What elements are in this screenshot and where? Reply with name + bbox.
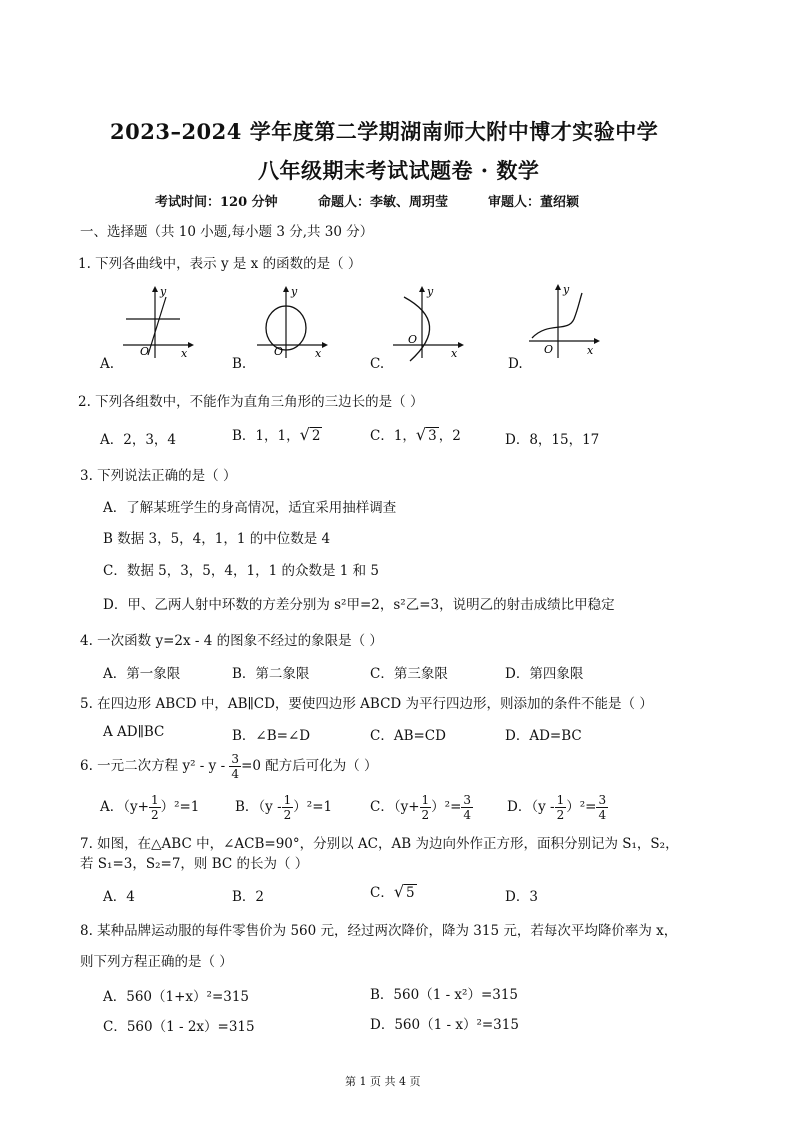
q6-stem-fraction: [229, 752, 241, 781]
q7-option-d: D．3: [505, 889, 538, 905]
title-line-1: 2023–2024 学年度第二学期湖南师大附中博才实验中学: [110, 119, 659, 144]
axis-x-label: x: [587, 344, 594, 357]
denominator: 4: [231, 767, 240, 781]
q2-option-d: D．8，15，17: [505, 432, 600, 448]
q1-label-b: B.: [232, 356, 247, 372]
q2-option-c-tail: ，2: [438, 428, 461, 444]
q6-option-d-text: D．（y -: [507, 799, 555, 815]
numerator: 1: [556, 793, 565, 807]
axis-x-label: x: [315, 347, 322, 360]
q5-option-d: D．AD=BC: [505, 728, 582, 744]
q7-option-b: B．2: [232, 889, 265, 905]
q2-option-c-text: C．1，: [370, 428, 416, 444]
question-3-stem: 3. 下列说法正确的是（ ）: [80, 468, 237, 484]
q2-option-c: [370, 424, 461, 444]
numerator: 1: [283, 793, 292, 807]
origin-label: O: [140, 345, 150, 358]
denominator: 2: [283, 808, 292, 822]
axis-x-label: x: [181, 347, 188, 360]
numerator: 3: [231, 752, 240, 766]
q5-option-b: B．∠B=∠D: [232, 728, 311, 744]
numerator: 1: [421, 793, 430, 807]
question-6-stem: [80, 752, 378, 781]
q6-option-d: [507, 793, 608, 822]
exam-time: 考试时间：120 分钟: [155, 195, 278, 210]
fraction-half: [282, 793, 294, 822]
question-4-stem: 4. 一次函数 y=2x - 4 的图象不经过的象限是（ ）: [80, 633, 383, 649]
q6-option-d-mid: ）²=: [566, 799, 597, 815]
q5-option-c: C．AB=CD: [370, 728, 446, 744]
fraction-three-quarters: [461, 793, 473, 822]
question-7-line-2: 若 S₁=3，S₂=7，则 BC 的长为（ ）: [80, 856, 309, 872]
denominator: 4: [463, 808, 472, 822]
question-5-stem: 5. 在四边形 ABCD 中，AB∥CD，要使四边形 ABCD 为平行四边形，则添加的条件不能是（ ）: [80, 696, 653, 712]
q4-option-b: B．第二象限: [232, 666, 310, 682]
axis-y-label: y: [291, 285, 298, 298]
q1-graph-a: [118, 283, 198, 363]
origin-label: O: [274, 345, 284, 358]
q1-label-d: D.: [508, 356, 523, 372]
q8-option-a: A．560（1+x）²=315: [103, 989, 250, 1005]
axis-y-label: y: [160, 285, 167, 298]
denominator: 2: [150, 808, 159, 822]
q3-option-a: A．了解某班学生的身高情况，适宜采用抽样调查: [103, 500, 397, 516]
axis-x-label: x: [451, 347, 458, 360]
q6-stem-tail: =0 配方后可化为（ ）: [241, 758, 378, 774]
q3-option-d: D．甲、乙两人射中环数的方差分别为 s²甲=2，s²乙=3，说明乙的射击成绩比甲稳定: [103, 597, 615, 613]
q6-option-b-tail: ）²=1: [293, 799, 333, 815]
q6-option-a-tail: ）²=1: [160, 799, 200, 815]
q7-option-a: A．4: [103, 889, 135, 905]
q6-option-a: [100, 793, 199, 822]
radical-sign: √: [393, 882, 405, 901]
q1-graph-d: [524, 283, 604, 363]
q6-option-c-text: C．（y+: [370, 799, 420, 815]
origin-label: O: [408, 333, 418, 346]
q6-option-c-mid: ）²=: [431, 799, 462, 815]
page-footer: 第 1 页 共 4 页: [345, 1075, 421, 1088]
fraction-three-quarters: [596, 793, 608, 822]
q6-option-c: [370, 793, 473, 822]
origin-label: O: [544, 343, 554, 356]
q1-graph-b: [252, 283, 332, 363]
q1-label-c: C.: [370, 356, 385, 372]
q8-option-b: B．560（1 - x²）=315: [370, 987, 519, 1003]
question-1-stem: 1. 下列各曲线中，表示 y 是 x 的函数的是（ ）: [78, 256, 362, 272]
q4-option-a: A．第一象限: [103, 666, 181, 682]
q5-option-a: A AD∥BC: [103, 724, 165, 740]
axis-y-label: y: [427, 285, 434, 298]
q8-option-c: C．560（1 - 2x）=315: [103, 1019, 255, 1035]
section-heading: 一、选择题（共 10 小题,每小题 3 分,共 30 分）: [80, 224, 374, 240]
radical-sign: √: [299, 425, 310, 444]
question-7-line-1: 7. 如图，在△ABC 中，∠ACB=90°，分别以 AC，AB 为边向外作正方形，面积分别记为 S₁，S₂，: [80, 836, 679, 852]
denominator: 2: [421, 808, 430, 822]
fraction-half: [420, 793, 432, 822]
q4-option-c: C．第三象限: [370, 666, 448, 682]
q6-stem-text: 6. 一元二次方程 y² - y -: [80, 758, 226, 774]
q2-option-c-radicand: 3: [428, 428, 437, 444]
denominator: 2: [556, 808, 565, 822]
q6-option-b: [235, 793, 332, 822]
numerator: 3: [598, 793, 607, 807]
title-line-2: 八年级期末考试试题卷 · 数学: [258, 158, 540, 183]
q2-option-a: A．2，3，4: [100, 432, 177, 448]
q7-option-c-text: C．: [370, 885, 394, 901]
reviewer: 审题人：董绍颖: [488, 195, 580, 210]
q6-option-a-text: A．（y+: [100, 799, 149, 815]
q3-option-b: B 数据 3，5，4，1，1 的中位数是 4: [103, 531, 331, 547]
q2-option-b: [232, 424, 322, 444]
fraction-half: [555, 793, 567, 822]
setters: 命题人：李敏、周玥莹: [318, 195, 449, 210]
numerator: 1: [150, 793, 159, 807]
denominator: 4: [598, 808, 607, 822]
q1-label-a: A.: [100, 356, 115, 372]
fraction-half: [149, 793, 161, 822]
question-8-line-1: 8. 某种品牌运动服的每件零售价为 560 元，经过两次降价，降为 315 元，若每次平均降价率为 x，: [80, 923, 678, 939]
question-8-line-2: 则下列方程正确的是（ ）: [80, 954, 233, 970]
question-2-stem: 2. 下列各组数中，不能作为直角三角形的三边长的是（ ）: [78, 394, 424, 410]
q4-option-d: D．第四象限: [505, 666, 584, 682]
q1-graph-c: [388, 283, 468, 363]
radical-sign: √: [415, 425, 427, 444]
axis-y-label: y: [563, 283, 570, 296]
q7-option-c: [370, 881, 417, 901]
q3-option-c: C．数据 5，3，5，4，1，1 的众数是 1 和 5: [103, 563, 379, 579]
q2-option-b-radicand: 2: [311, 428, 321, 444]
q7-option-c-radicand: 5: [406, 885, 415, 901]
q2-option-b-text: B．1，1，: [232, 428, 300, 444]
q6-option-b-text: B．（y -: [235, 799, 282, 815]
numerator: 3: [463, 793, 472, 807]
q8-option-d: D．560（1 - x）²=315: [370, 1017, 519, 1033]
